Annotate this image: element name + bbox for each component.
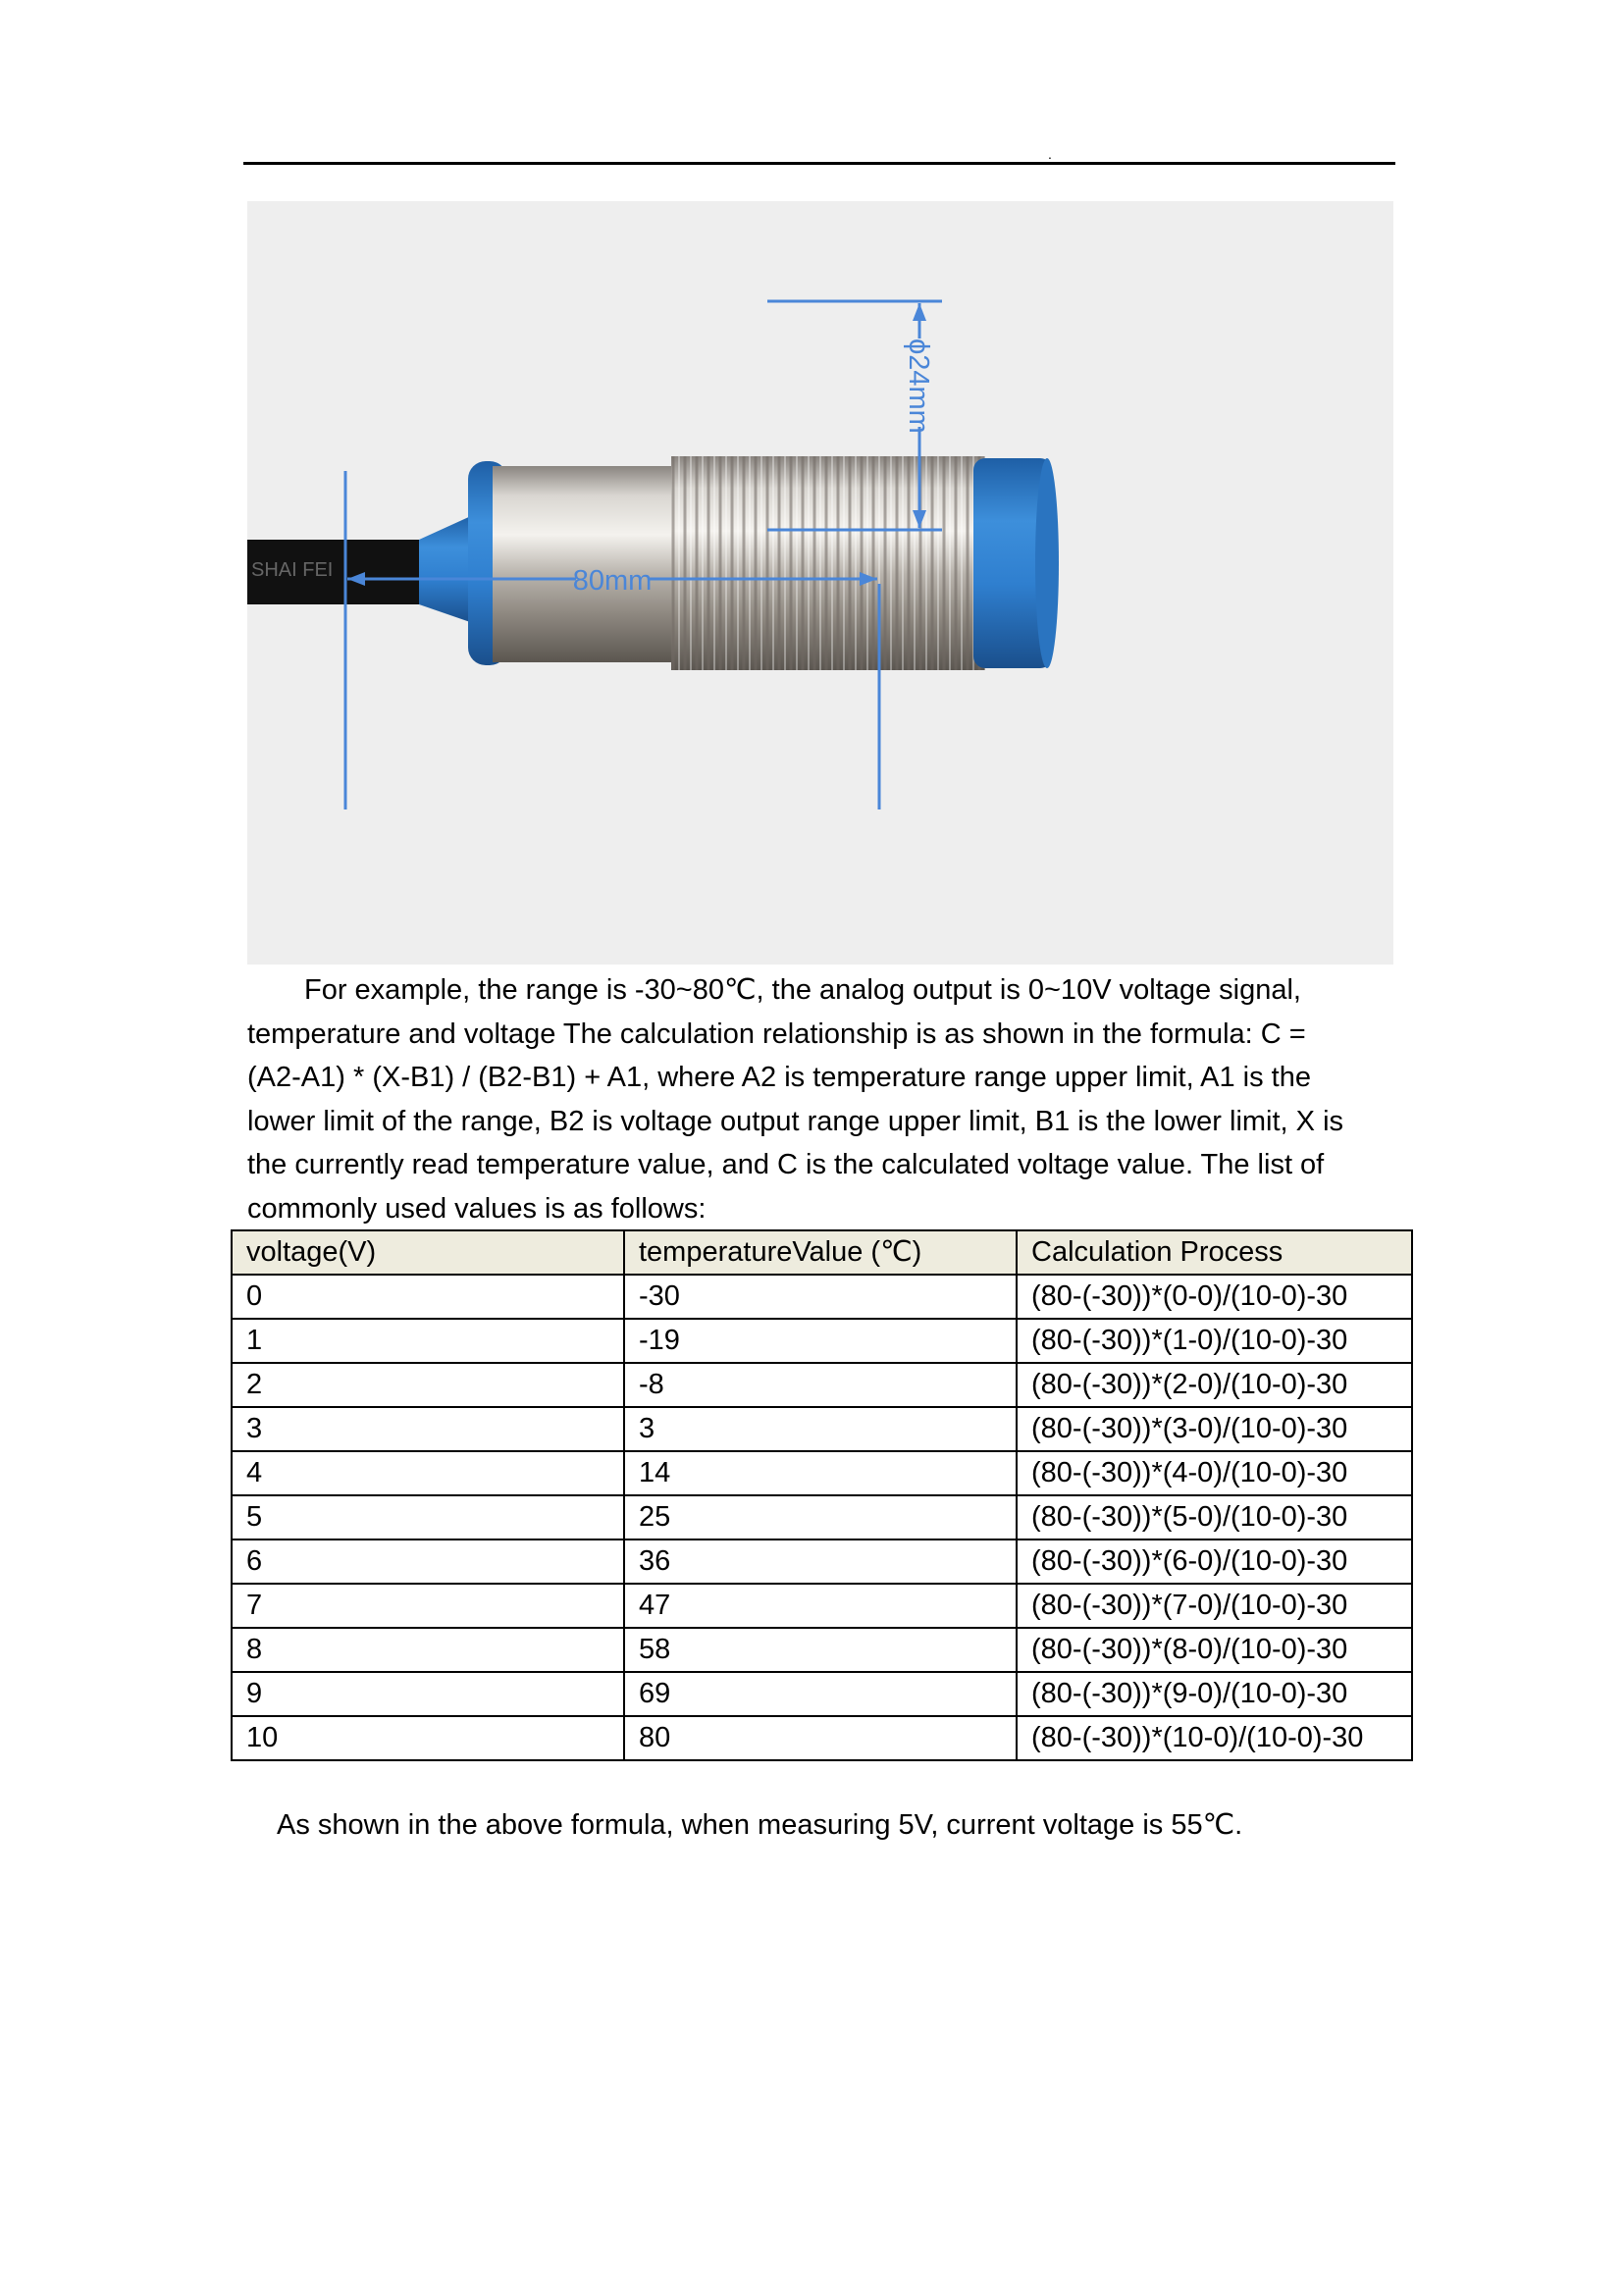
cell-temperature: 25 <box>624 1495 1017 1539</box>
cell-temperature: 3 <box>624 1407 1017 1451</box>
header-temperature: temperatureValue (℃) <box>624 1230 1017 1275</box>
cell-voltage: 9 <box>232 1672 624 1716</box>
table-row <box>232 1407 1412 1451</box>
cell-calculation: (80-(-30))*(6-0)/(10-0)-30 <box>1017 1539 1412 1584</box>
cell-voltage: 5 <box>232 1495 624 1539</box>
dimension-diameter-label: ϕ24mm <box>903 339 934 434</box>
strain-relief <box>419 515 473 623</box>
cell-calculation: (80-(-30))*(3-0)/(10-0)-30 <box>1017 1407 1412 1451</box>
cell-calculation: (80-(-30))*(0-0)/(10-0)-30 <box>1017 1275 1412 1319</box>
cell-temperature: 58 <box>624 1628 1017 1672</box>
header-calculation: Calculation Process <box>1017 1230 1412 1275</box>
cell-voltage: 0 <box>232 1275 624 1319</box>
cell-voltage: 10 <box>232 1716 624 1760</box>
cell-calculation: (80-(-30))*(8-0)/(10-0)-30 <box>1017 1628 1412 1672</box>
header-mark: . <box>1048 146 1052 162</box>
cell-calculation: (80-(-30))*(5-0)/(10-0)-30 <box>1017 1495 1412 1539</box>
cell-voltage: 1 <box>232 1319 624 1363</box>
cell-calculation: (80-(-30))*(2-0)/(10-0)-30 <box>1017 1363 1412 1407</box>
conclusion-text: As shown in the above formula, when measuring 5V, current voltage is 55℃. <box>277 1809 1243 1841</box>
cable <box>247 540 424 604</box>
table-row <box>232 1319 1412 1363</box>
cell-calculation: (80-(-30))*(9-0)/(10-0)-30 <box>1017 1672 1412 1716</box>
header-rule <box>243 162 1395 165</box>
cell-calculation: (80-(-30))*(7-0)/(10-0)-30 <box>1017 1584 1412 1628</box>
sensor-photo <box>247 201 1393 965</box>
cell-calculation: (80-(-30))*(1-0)/(10-0)-30 <box>1017 1319 1412 1363</box>
intro-paragraph <box>247 968 1356 1230</box>
cell-voltage: 7 <box>232 1584 624 1628</box>
cell-temperature: 47 <box>624 1584 1017 1628</box>
cell-voltage: 6 <box>232 1539 624 1584</box>
cell-voltage: 8 <box>232 1628 624 1672</box>
cell-temperature: 14 <box>624 1451 1017 1495</box>
table-row <box>232 1275 1412 1319</box>
cable-print: SHAI FEI <box>251 559 334 581</box>
header-voltage: voltage(V) <box>232 1230 624 1275</box>
table-row <box>232 1539 1412 1584</box>
table-row <box>232 1451 1412 1495</box>
table-row <box>232 1584 1412 1628</box>
sensor-illustration <box>247 201 1393 965</box>
cell-temperature: -19 <box>624 1319 1017 1363</box>
table-header-row <box>232 1230 1412 1275</box>
cell-calculation: (80-(-30))*(4-0)/(10-0)-30 <box>1017 1451 1412 1495</box>
intro-text: For example, the range is -30~80℃, the analog output is 0~10V voltage signal, temperature and voltage The calculation relationship is as shown in the formula: C = (A2-A1) * (X-B1) / (B2-B1) + A1, where A2 is temperature range upper limit, A1 is the lower limit of the range, B2 is voltage output range upper limit, B1 is the lower limit, X is the currently read temperature value, and C is the calculated voltage value. The list of commonly used values is as follows: <box>247 974 1344 1225</box>
cell-temperature: 69 <box>624 1672 1017 1716</box>
cell-temperature: -8 <box>624 1363 1017 1407</box>
cell-temperature: 36 <box>624 1539 1017 1584</box>
cell-temperature: -30 <box>624 1275 1017 1319</box>
values-table <box>231 1229 1413 1761</box>
table-row <box>232 1716 1412 1760</box>
dimension-length-label: 80mm <box>572 565 653 597</box>
cell-voltage: 2 <box>232 1363 624 1407</box>
cell-temperature: 80 <box>624 1716 1017 1760</box>
table-row <box>232 1672 1412 1716</box>
cell-voltage: 4 <box>232 1451 624 1495</box>
table-row <box>232 1628 1412 1672</box>
cell-calculation: (80-(-30))*(10-0)/(10-0)-30 <box>1017 1716 1412 1760</box>
table-row <box>232 1495 1412 1539</box>
metal-body <box>493 466 679 662</box>
cell-voltage: 3 <box>232 1407 624 1451</box>
table-row <box>232 1363 1412 1407</box>
